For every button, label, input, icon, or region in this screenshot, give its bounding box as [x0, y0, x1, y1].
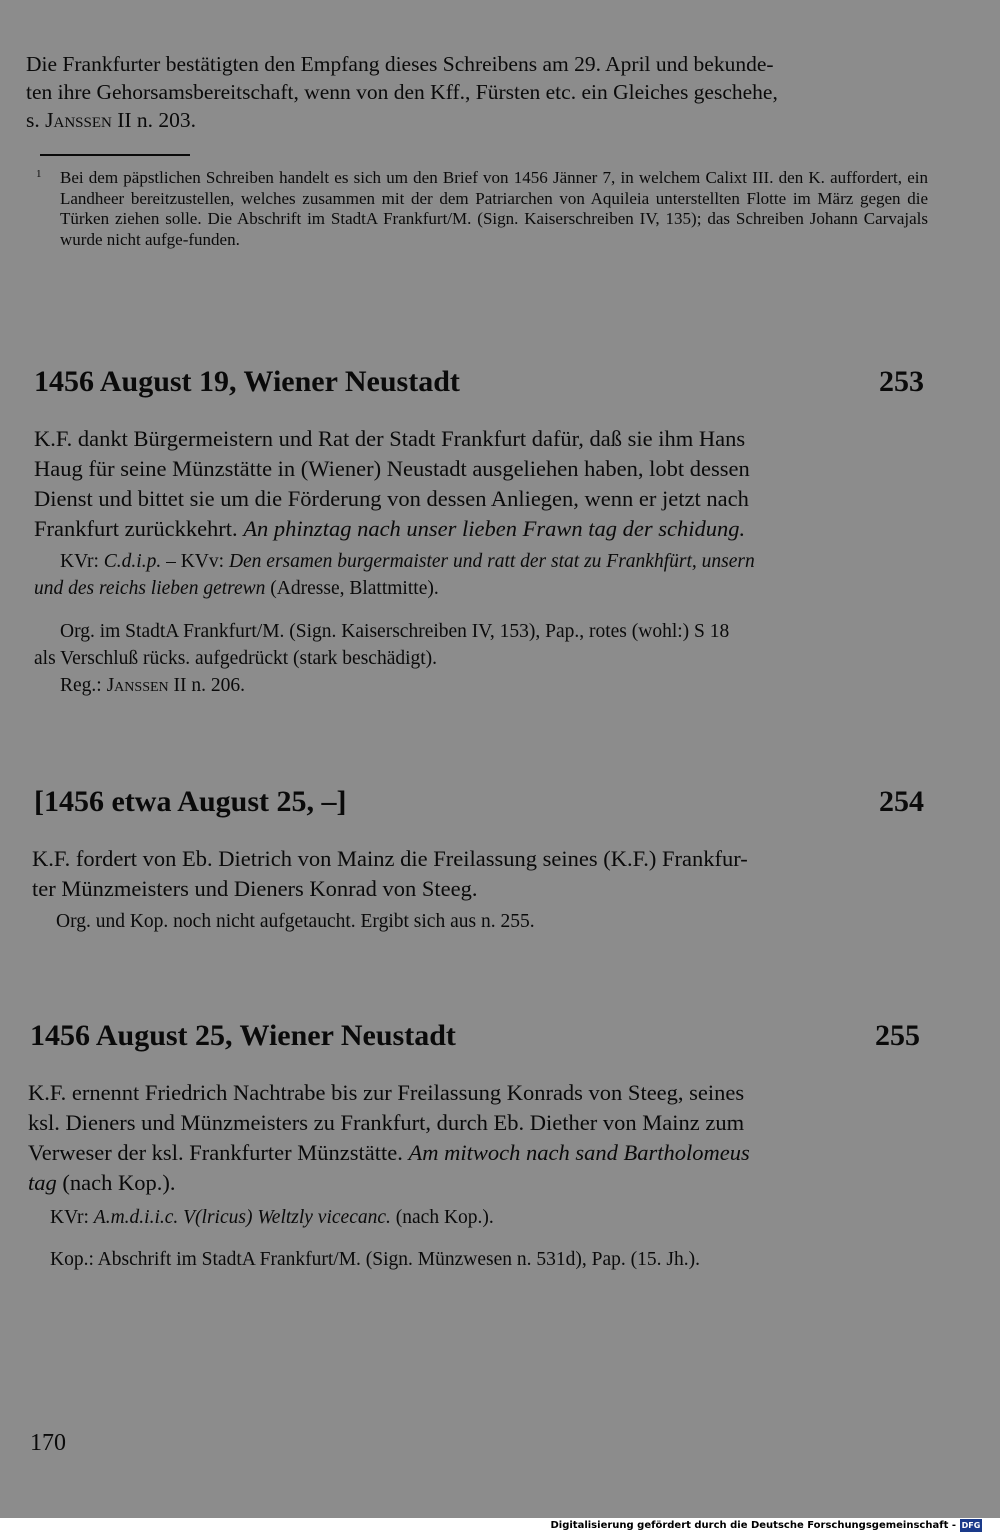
entry-kop-255: Kop.: Abschrift im StadtA Frankfurt/M. (Sign. Münzwesen n. 531d), Pap. (15. Jh.).	[50, 1249, 700, 1270]
entry-body-253: K.F. dankt Bürgermeistern und Rat der Stadt Frankfurt dafür, daß sie ihm Hans Haug für seine Münzstätte in (Wiener) Neustadt ausgeliehen haben, lobt dessen Dienst und bittet sie um die Förderung von dessen Anliegen, wenn er jetzt nach Frankfurt zurückkehrt. An phinztag nach unser lieben Frawn tag der schidung.	[34, 426, 750, 541]
entry-kv-255: KVr: A.m.d.i.i.c. V(lricus) Weltzly vicecanc. (nach Kop.).	[50, 1207, 494, 1228]
dating-clause: An phinztag nach unser lieben Frawn tag der schidung.	[243, 516, 746, 541]
entry-body-254: K.F. fordert von Eb. Dietrich von Mainz die Freilassung seines (K.F.) Frankfur- ter Münzmeisters und Dieners Konrad von Steeg.	[32, 846, 748, 901]
entry-kv-253: KVr: C.d.i.p. – KVv: Den ersamen burgermaister und ratt der stat zu Frankhfürt, unsern und des reichs lieben getrewn (Adresse, Blattmitte).	[34, 551, 755, 599]
footnote-text: Bei dem päpstlichen Schreiben handelt es sich um den Brief von 1456 Jänner 7, in welchem Calixt III. den K. auffordert, ein Landheer bereitzustellen, welches zusammen mit der dem Patriarchen von Aquileia unterstellten Flotte im März gegen die Türken ziehen solle. Die Abschrift im StadtA Frankfurt/M. (Sign. Kaiserschreiben IV, 135); das Schreiben Johann Carvajals wurde nicht aufge-funden.	[60, 168, 928, 249]
page-number: 170	[30, 1430, 66, 1456]
dating-clause: Am mitwoch nach sand Bartholomeus	[408, 1140, 750, 1165]
entry-org-254: Org. und Kop. noch nicht aufgetaucht. Ergibt sich aus n. 255.	[56, 911, 535, 932]
entry-date: [1456 etwa August 25, –]	[34, 785, 347, 818]
footnote-marker: 1	[36, 168, 42, 180]
entry-number: 253	[879, 365, 924, 398]
entry-date: 1456 August 25, Wiener Neustadt	[30, 1019, 456, 1052]
entry-body-255: K.F. ernennt Friedrich Nachtrabe bis zur Freilassung Konrads von Steeg, seines ksl. Dieners und Münzmeisters zu Frankfurt, durch Eb. Diether von Mainz zum Verweser der ksl. Frankfurter Münzstätte. Am mitwoch nach sand Bartholomeus tag (nach Kop.).	[28, 1080, 750, 1195]
footnote	[36, 168, 928, 250]
author-name: Janssen	[45, 108, 112, 132]
footnote-rule	[40, 154, 190, 156]
dfg-credit: Digitalisierung gefördert durch die Deutsche Forschungsgemeinschaft -	[550, 1520, 956, 1531]
entry-number: 254	[879, 785, 924, 818]
entry-org-253: Org. im StadtA Frankfurt/M. (Sign. Kaiserschreiben IV, 153), Pap., rotes (wohl:) S 18 als Verschluß rücks. aufgedrückt (stark beschädigt). Reg.: Janssen II n. 206.	[34, 621, 730, 696]
author-name: Janssen	[106, 675, 169, 696]
intro-paragraph: Die Frankfurter bestätigten den Empfang dieses Schreibens am 29. April und bekunde- ten ihre Gehorsamsbereitschaft, wenn von den Kff., Fürsten etc. ein Gleiches geschehe, s. Janssen II n. 203.	[26, 52, 778, 132]
dfg-logo-icon: DFG	[961, 1521, 981, 1530]
entry-date: 1456 August 19, Wiener Neustadt	[34, 365, 460, 398]
entry-number: 255	[875, 1019, 920, 1052]
